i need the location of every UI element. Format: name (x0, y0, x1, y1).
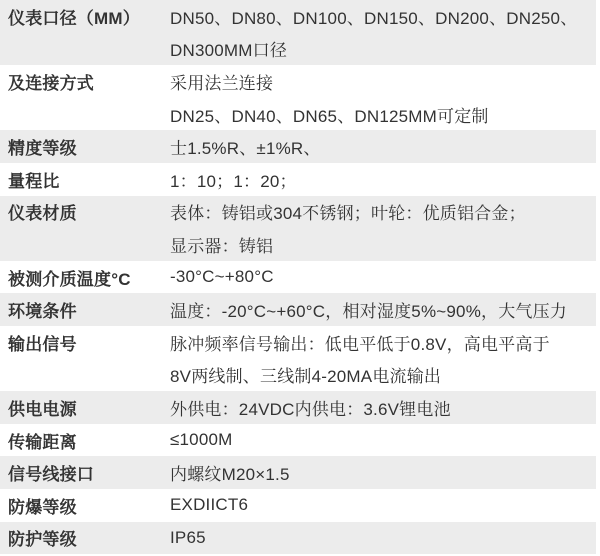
row-value (170, 424, 596, 457)
row-value (170, 489, 596, 522)
value-line: 1：10；1：20； (170, 171, 297, 191)
row-label: 精度等级 (8, 139, 77, 159)
row-label: 及连接方式 (8, 73, 94, 93)
row-value (170, 391, 596, 424)
value-line: ≤1000M (170, 430, 233, 450)
row-value (170, 0, 596, 65)
value-line: DN300MM口径 (170, 41, 288, 61)
value-line: 脉冲频率信号输出：低电平低于0.8V，高电平高于 (170, 334, 550, 354)
table-row-turndown-ratio (0, 163, 596, 196)
table-row-signal-interface (0, 456, 596, 489)
row-value (170, 130, 596, 163)
value-line: 显示器：铸铝 (170, 236, 274, 256)
row-label: 供电电源 (8, 399, 77, 419)
row-label: 仪表口径（MM） (8, 8, 140, 28)
value-line: EXDIICT6 (170, 495, 249, 515)
row-label: 仪表材质 (8, 204, 77, 224)
value-line: 内螺纹M20×1.5 (170, 465, 290, 485)
row-value (170, 326, 596, 391)
row-label: 被测介质温度°C (8, 269, 131, 289)
row-label: 输出信号 (8, 334, 77, 354)
value-line: 士1.5%R、±1%R、 (170, 139, 321, 159)
value-line: 外供电：24VDC内供电：3.6V锂电池 (170, 399, 451, 419)
row-label: 传输距离 (8, 432, 77, 452)
table-row-diameter (0, 0, 596, 65)
table-row-connection (0, 65, 596, 130)
table-row-power-supply (0, 391, 596, 424)
value-line: 采用法兰连接 (170, 73, 274, 93)
row-label: 信号线接口 (8, 465, 94, 485)
row-label: 环境条件 (8, 302, 77, 322)
row-value (170, 456, 596, 489)
table-row-output-signal (0, 326, 596, 391)
value-line: IP65 (170, 527, 206, 547)
row-label: 防爆等级 (8, 497, 77, 517)
table-row-accuracy (0, 130, 596, 163)
row-value (170, 65, 596, 130)
table-row-transmission-distance (0, 424, 596, 457)
row-value (170, 522, 596, 555)
value-line: 温度：-20°C~+60°C，相对湿度5%~90%，大气压力 (170, 302, 568, 322)
row-value (170, 196, 596, 261)
table-row-explosion-proof (0, 489, 596, 522)
row-value (170, 163, 596, 196)
value-line: DN50、DN80、DN100、DN150、DN200、DN250、 (170, 8, 578, 28)
table-row-material (0, 196, 596, 261)
value-line: 8V两线制、三线制4-20MA电流输出 (170, 367, 442, 387)
value-line: -30°C~+80°C (170, 267, 274, 287)
row-label: 量程比 (8, 171, 60, 191)
value-line: 表体：铸铝或304不锈钢；叶轮：优质铝合金； (170, 204, 526, 224)
row-value (170, 293, 596, 326)
table-row-medium-temperature (0, 261, 596, 294)
table-row-protection-rating (0, 522, 596, 555)
row-value (170, 261, 596, 294)
table-row-environment (0, 293, 596, 326)
row-label: 防护等级 (8, 530, 77, 550)
value-line: DN25、DN40、DN65、DN125MM可定制 (170, 106, 489, 126)
